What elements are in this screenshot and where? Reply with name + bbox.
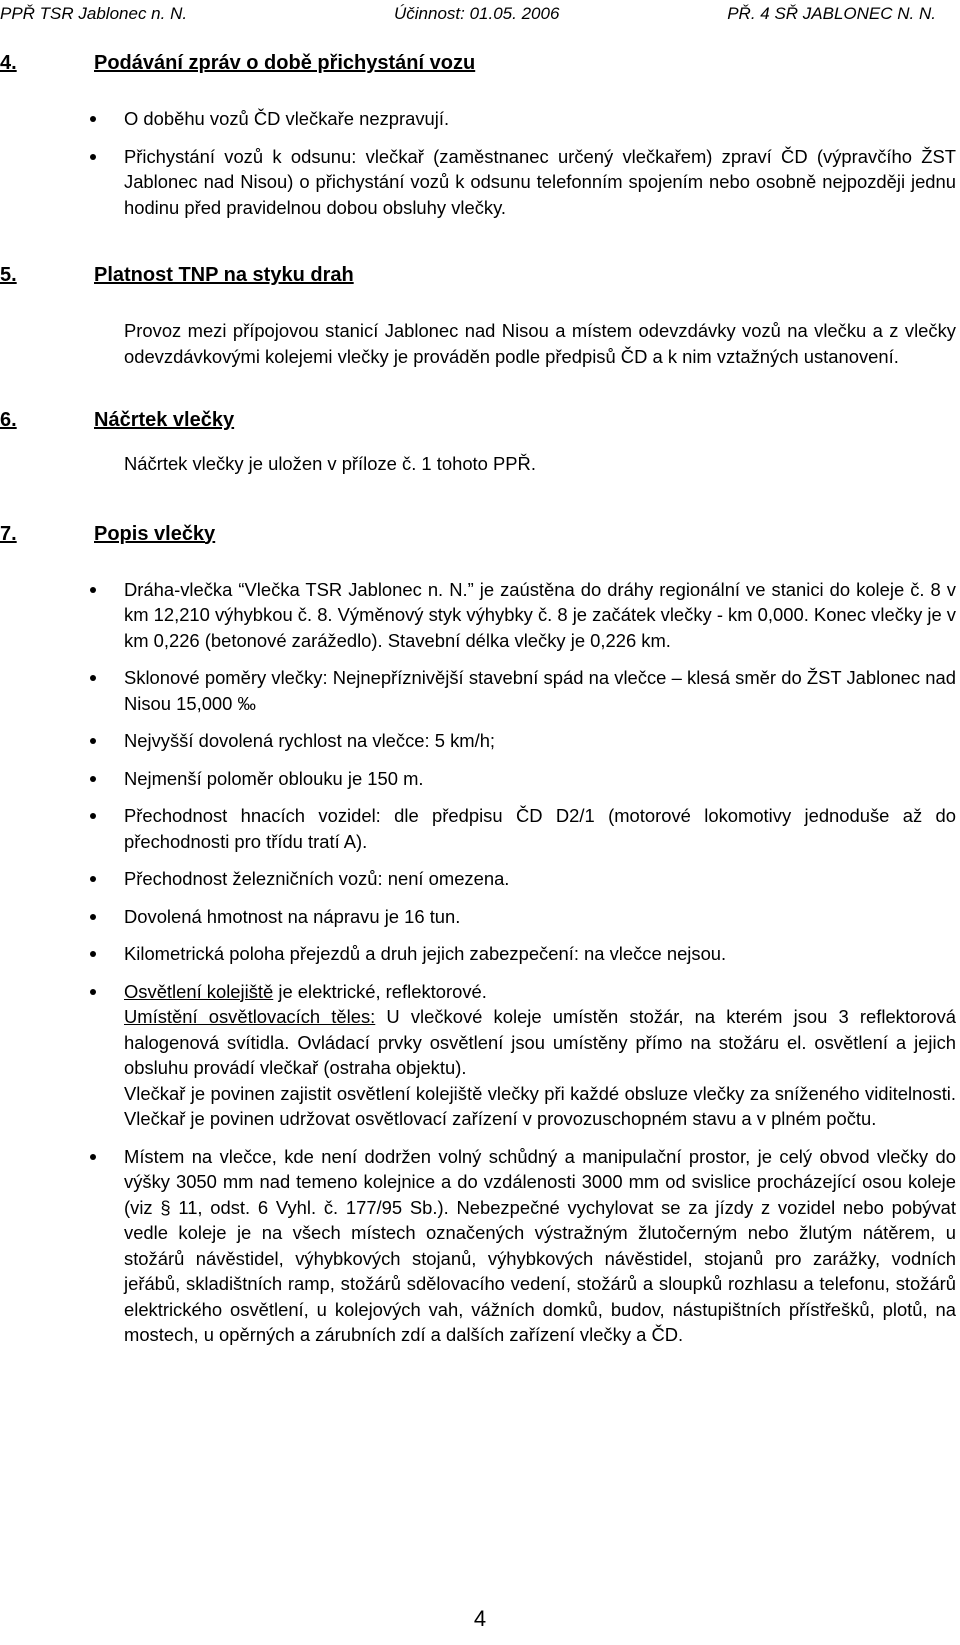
lighting-placement-label: Umístění osvětlovacích těles: xyxy=(124,1006,376,1027)
list-item: Nejvyšší dovolená rychlost na vlečce: 5 km/h; xyxy=(124,728,956,754)
lighting-duty-text: Vlečkař je povinen zajistit osvětlení kolejiště vlečky při každé obsluze vlečky za sníženého viditelnosti. Vlečkař je povinen udržovat osvětlovací zařízení v provozuschopném stavu a v plném počtu. xyxy=(124,1082,956,1129)
section-6-heading xyxy=(0,407,956,433)
section-number: 4. xyxy=(0,52,17,74)
list-item: Nejmenší poloměr oblouku je 150 m. xyxy=(124,766,956,792)
section-title: Podávání zpráv o době přichystání vozu xyxy=(94,52,476,74)
section-7-heading xyxy=(0,521,956,547)
list-item: Kilometrická poloha přejezdů a druh jejich zabezpečení: na vlečce nejsou. xyxy=(124,941,956,967)
lighting-item xyxy=(124,979,956,1132)
header-appendix: PŘ. 4 SŘ JABLONEC N. N. xyxy=(727,4,936,23)
header-effective-date: Účinnost: 01.05. 2006 xyxy=(394,4,560,23)
section-number: 6. xyxy=(0,409,17,431)
section-5-heading xyxy=(0,262,956,288)
page-number: 4 xyxy=(473,1606,487,1631)
document-body xyxy=(0,50,956,1360)
list-item: Místem na vlečce, kde není dodržen volný schůdný a manipulační prostor, je celý obvod vlečky do výšky 3050 mm nad temeno kolejnice a do vzdálenosti 3000 mm od svislice procházející osou koleje (viz § 11, odst. 6 Vyhl. č. 177/95 Sb.). Nebezpečné vychylovat se za jízdy z vozidel nebo pobývat vedle koleje je na všech místech označených výstražným žlutočerným nebo žlutým nátěrem, u stožárů návěstidel, výhybkových stojanů, výhybkových návěstidel, stojanů pro zarážky, vodních jeřábů, skladištních ramp, stožárů sdělovacího vedení, stožárů a sloupků rozhlasu a telefonu, stožárů elektrického osvětlení, u kolejových vah, vážních domků, budov, nástupištních přístřešků, plotů, na mostech, u opěrných a zárubních zdí a dalších zařízení vlečky a ČD. xyxy=(124,1144,956,1348)
section-number: 5. xyxy=(0,264,17,286)
section-title: Popis vlečky xyxy=(94,522,216,545)
lighting-placement-text: U vlečkové koleje umístěn stožár, na kterém jsou 3 reflektorová halogenová svítidla. Ovládací prvky osvětlení jsou umístěny přímo na stožáru el. osvětlení a jejich obsluhu provádí vlečkař (ostraha objektu). xyxy=(124,1006,956,1078)
header-document-id: PPŘ TSR Jablonec n. N. xyxy=(0,4,188,23)
section-title: Náčrtek vlečky xyxy=(94,409,235,431)
list-item: Přechodnost hnacích vozidel: dle předpisu ČD D2/1 (motorové lokomotivy jednoduše až do přechodnosti pro třídu tratí A). xyxy=(124,803,956,854)
list-item: Přechodnost železničních vozů: není omezena. xyxy=(124,866,956,892)
section-4-list xyxy=(0,106,956,220)
section-4-heading xyxy=(0,50,956,76)
list-item: O doběhu vozů ČD vlečkaře nezpravují. xyxy=(124,106,956,132)
section-7-list xyxy=(0,577,956,1348)
list-item: Dráha-vlečka “Vlečka TSR Jablonec n. N.” je zaústěna do dráhy regionální ve stanici do koleje č. 8 v km 12,210 výhybkou č. 8. Výměnový styk výhybky č. 8 je začátek vlečky - km 0,000. Konec vlečky je v km 0,226 (betonové zarážedlo). Stavební délka vlečky je 0,226 km. xyxy=(124,577,956,654)
lighting-label: Osvětlení kolejiště xyxy=(124,980,274,1002)
lighting-label-rest: je elektrické, reflektorové. xyxy=(273,980,487,1002)
page-header xyxy=(0,0,960,28)
list-item: Přichystání vozů k odsunu: vlečkař (zaměstnanec určený vlečkařem) zpraví ČD (výpravčího ŽST Jablonec nad Nisou) o přichystání vozů k odsunu telefonním spojením nebo osobně nejpozději jednu hodinu před pravidelnou dobou obsluhy vlečky. xyxy=(124,144,956,221)
list-item: Dovolená hmotnost na nápravu je 16 tun. xyxy=(124,904,956,930)
section-6-paragraph: Náčrtek vlečky je uložen v příloze č. 1 tohoto PPŘ. xyxy=(124,453,536,474)
section-title: Platnost TNP na styku drah xyxy=(94,264,354,286)
section-5-paragraph: Provoz mezi přípojovou stanicí Jablonec nad Nisou a místem odevzdávky vozů na vlečku a z vlečky odevzdávkovými kolejemi vlečky je prováděn podle předpisů ČD a k nim vztažných ustanovení. xyxy=(124,320,956,367)
section-number: 7. xyxy=(0,522,17,545)
list-item: Sklonové poměry vlečky: Nejnepříznivější stavební spád na vlečce – klesá směr do ŽST Jablonec nad Nisou 15,000 ‰ xyxy=(124,665,956,716)
